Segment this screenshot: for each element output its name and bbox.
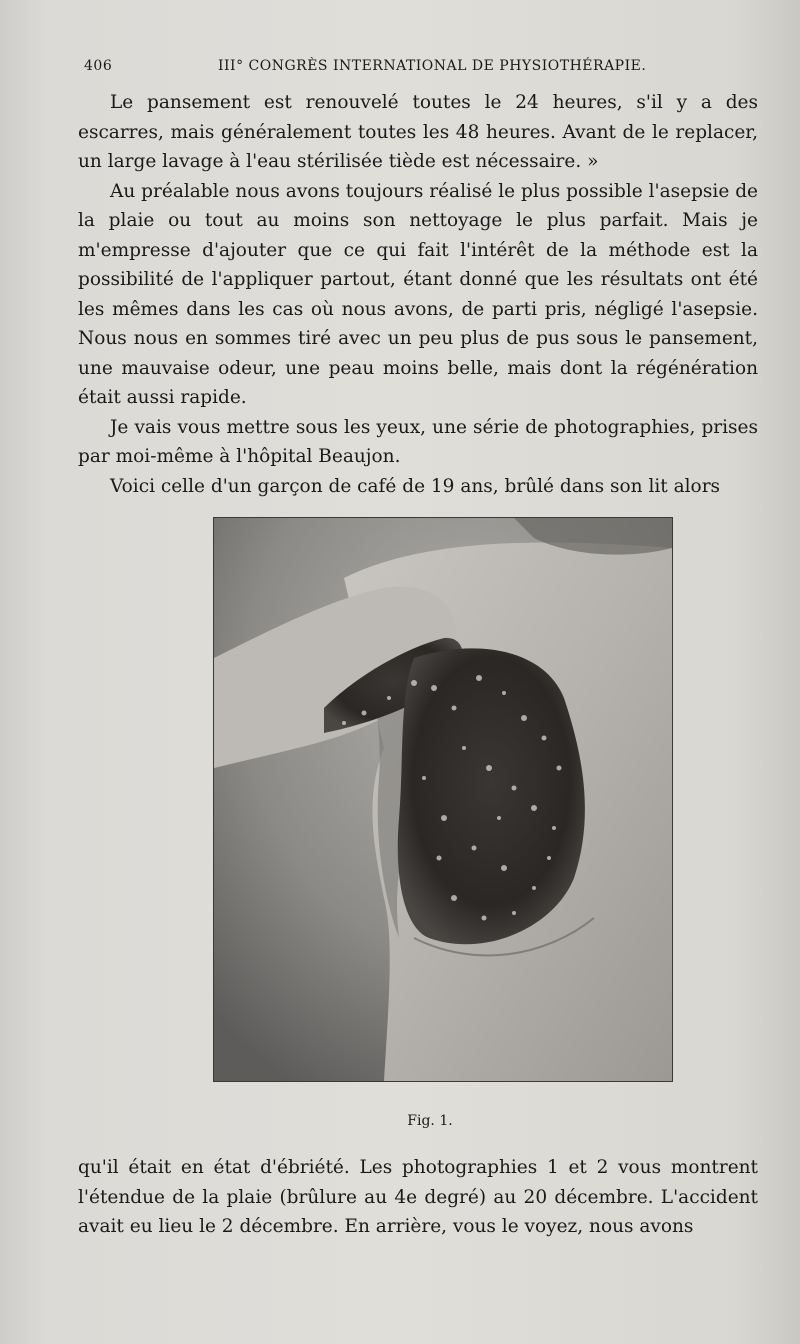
paragraph-continuation: qu'il était en état d'ébriété. Les photographies 1 et 2 vous montrent l'étendue de la plaie (brûlure au 4e degré) au 20 décembre. L'accident avait eu lieu le 2 décembre. En arrière, vous le voyez, nous avons [78, 1157, 758, 1237]
paragraph-dressing: Le pansement est renouvelé toutes le 24 heures, s'il y a des escarres, mais généralement toutes les 48 heures. Avant de le replacer, un large lavage à l'eau stérilisée tiède est nécessaire. » [78, 92, 758, 172]
body-text-top [78, 88, 758, 501]
paragraph-photographs: Je vais vous mettre sous les yeux, une série de photographies, prises par moi-même à l'hôpital Beaujon. [78, 416, 758, 467]
figure-caption: Fig. 1. [407, 1113, 453, 1129]
page-header [84, 58, 764, 80]
body-text-bottom [78, 1153, 758, 1242]
paragraph-case-intro: Voici celle d'un garçon de café de 19 ans, brûlé dans son lit alors [110, 475, 721, 497]
page-number: 406 [84, 58, 113, 74]
running-title: III° CONGRÈS INTERNATIONAL DE PHYSIOTHÉRAPIE. [218, 58, 647, 74]
burn-photograph-image [214, 518, 672, 1081]
burn-photograph [213, 517, 673, 1082]
paragraph-asepsis: Au préalable nous avons toujours réalisé le plus possible l'asepsie de la plaie ou tout au moins son nettoyage le plus parfait. Mais je m'empresse d'ajouter que ce qui fait l'intérêt de la méthode est la possibilité de l'appliquer partout, étant donné que les résultats ont été les mêmes dans les cas où nous avons, de parti pris, négligé l'asepsie. Nous nous en sommes tiré avec un peu plus de pus sous le pansement, une mauvaise odeur, une peau moins belle, mais dont la régénération était aussi rapide. [78, 180, 758, 408]
